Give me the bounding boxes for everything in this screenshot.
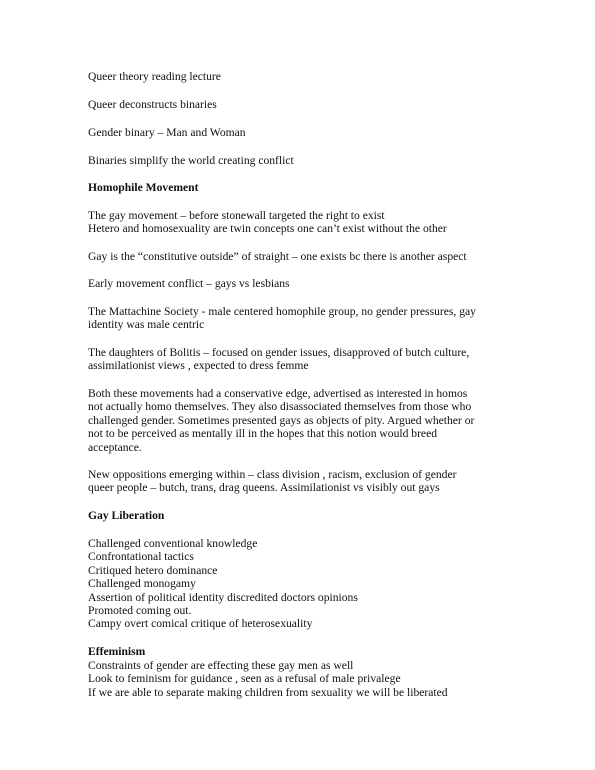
list-item: Promoted coming out.: [88, 604, 192, 618]
text-line: Queer theory reading lecture: [88, 70, 221, 83]
list-item: Challenged conventional knowledge: [88, 537, 258, 550]
section-heading-effeminism: Effeminism: [88, 645, 146, 658]
text-line: Gender binary – Man and Woman: [88, 126, 246, 139]
list-item: Constraints of gender are effecting these gay men as well: [88, 659, 354, 672]
list-item: If we are able to separate making children from sexuality we will be liberated: [88, 685, 448, 699]
list: [88, 537, 558, 631]
paragraph: The daughters of Bolitis – focused on gender issues, disapproved of butch culture, assimilationist views , expected to dress femme: [88, 346, 470, 373]
list: [88, 659, 558, 699]
list-item: Challenged monogamy: [88, 577, 196, 591]
section-heading-gay-liberation: Gay Liberation: [88, 509, 165, 522]
list-item: Confrontational tactics: [88, 550, 194, 564]
paragraph: The gay movement – before stonewall targeted the right to exist Hetero and homosexuality are twin concepts one can’t exist without the other: [88, 209, 447, 236]
paragraph: New oppositions emerging within – class division , racism, exclusion of gender queer people – butch, trans, drag queens. Assimilationist vs visibly out gays: [88, 468, 457, 495]
list-item: Look to feminism for guidance , seen as a refusal of male privalege: [88, 672, 401, 686]
paragraph: Both these movements had a conservative edge, advertised as interested in homos not actually homo themselves. They also disassociated themselves from those who challenged gender. Sometimes presented gays as objects of pity. Argued whether or not to be perceived as mentally ill in the hopes that this notion would breed acceptance.: [88, 387, 475, 454]
text-line: Queer deconstructs binaries: [88, 98, 217, 111]
paragraph: Early movement conflict – gays vs lesbians: [88, 277, 290, 290]
list-item: Assertion of political identity discredited doctors opinions: [88, 590, 358, 604]
paragraph: Gay is the “constitutive outside” of straight – one exists bc there is another aspect: [88, 250, 467, 263]
list-item: Critiqued hetero dominance: [88, 563, 218, 577]
text-line: Binaries simplify the world creating conflict: [88, 154, 294, 167]
section-heading-homophile: Homophile Movement: [88, 181, 199, 194]
list-item: Campy overt comical critique of heterosexuality: [88, 617, 313, 631]
paragraph: The Mattachine Society - male centered homophile group, no gender pressures, gay identity was male centric: [88, 305, 476, 332]
